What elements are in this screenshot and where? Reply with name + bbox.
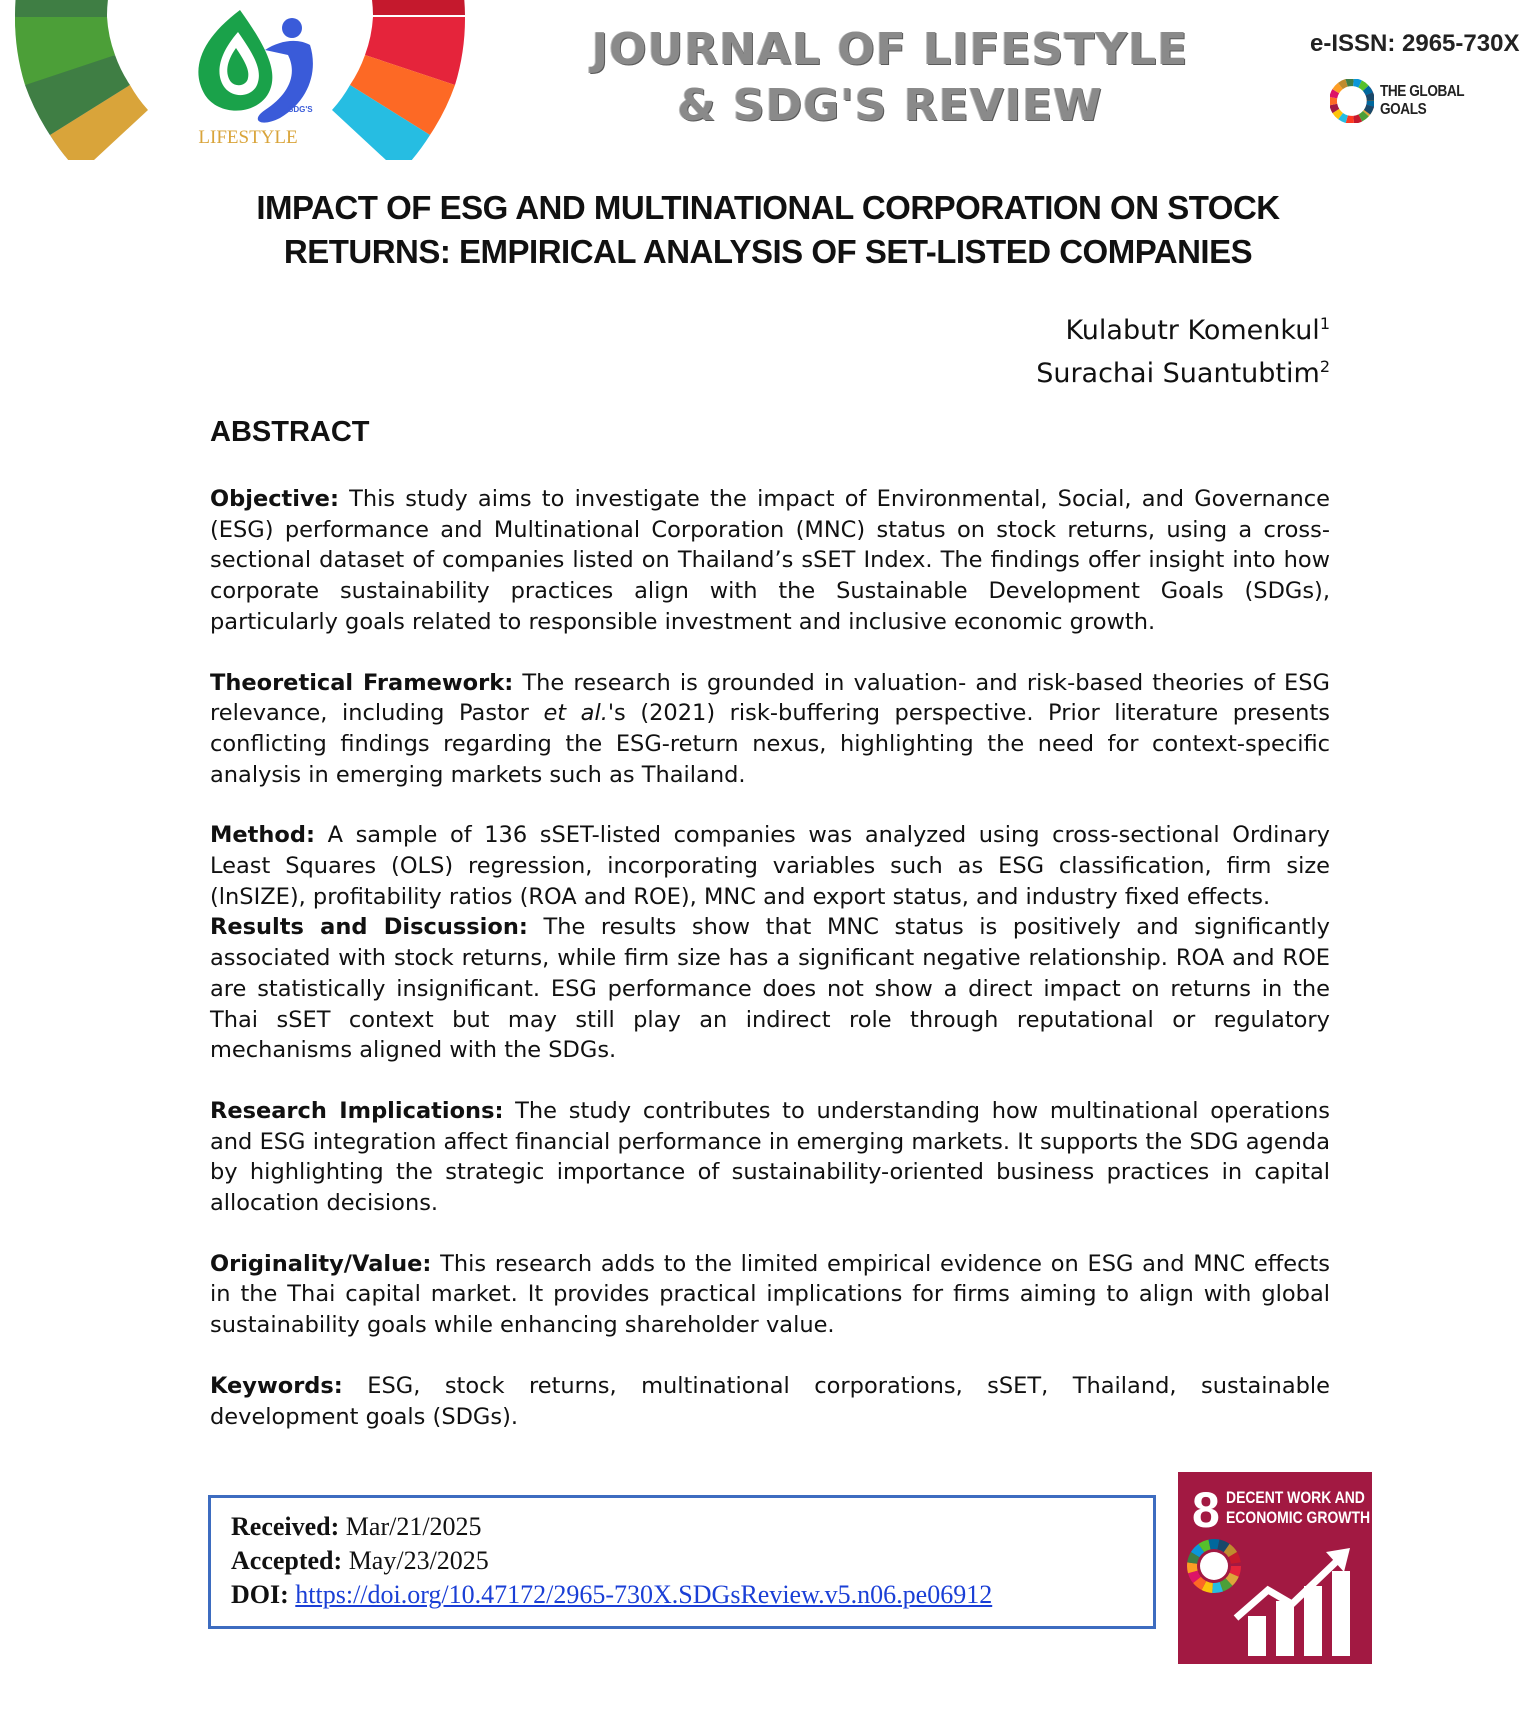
journal-title-line2: & SDG'S REVIEW bbox=[677, 80, 1103, 131]
author: Surachai Suantubtim$^2$ bbox=[1036, 357, 1330, 389]
journal-title bbox=[490, 22, 1290, 134]
author: Kulabutr Komenkul$^1$ bbox=[1065, 314, 1330, 346]
author-list bbox=[1036, 306, 1330, 392]
global-goals-badge bbox=[1330, 78, 1536, 124]
issn: e-ISSN: 2965-730X bbox=[1310, 30, 1520, 57]
abstract-keywords: Keywords: ESG, stock returns, multinational corporations, sSET, Thailand, sustainable development goals (SDGs). bbox=[210, 1372, 1330, 1430]
growth-chart-icon bbox=[1228, 1546, 1358, 1658]
abstract-method: Method: A sample of 136 sSET-listed companies was analyzed using cross-sectional Ordinary Least Squares (OLS) regression, incorporating variables such as ESG classification, firm size (lnSIZE), profitability ratios (ROA and ROE), MNC and export status, and industry fixed effects. bbox=[210, 822, 1330, 910]
paper-title-line1: IMPACT OF ESG AND MULTINATIONAL CORPORATION ON STOCK bbox=[256, 189, 1280, 226]
global-goals-label: THE GLOBAL GOALS bbox=[1379, 83, 1464, 118]
paper-title bbox=[200, 186, 1336, 274]
sdg8-tile bbox=[1178, 1472, 1372, 1664]
publication-info-box bbox=[208, 1495, 1156, 1629]
logo-text-small: SDG'S bbox=[288, 105, 313, 114]
sdg-number: 8 bbox=[1192, 1482, 1220, 1538]
doi-link[interactable]: https://doi.org/10.47172/2965-730X.SDGsReview.v5.n06.pe06912 bbox=[295, 1580, 993, 1609]
accepted-date: Accepted: May/23/2025 bbox=[231, 1546, 489, 1575]
affiliation-mark: 2 bbox=[1319, 357, 1330, 376]
journal-header bbox=[0, 0, 1536, 150]
sdg-label: DECENT WORK AND ECONOMIC GROWTH bbox=[1226, 1488, 1371, 1527]
abstract-originality: Originality/Value: This research adds to the limited empirical evidence on ESG and MNC effects in the Thai capital market. It provides practical implications for firms aiming to align with global sustainability goals while enhancing shareholder value. bbox=[210, 1250, 1330, 1339]
journal-title-line1: JOURNAL OF LIFESTYLE bbox=[591, 24, 1189, 75]
abstract-objective: Objective: This study aims to investigate the impact of Environmental, Social, and Governance (ESG) performance and Multinational Corporation (MNC) status on stock returns, using a cross-sectional dataset of companies listed on Thailand’s sSET Index. The findings offer insight into how corporate sustainability practices align with the Sustainable Development Goals (SDGs), particularly goals related to responsible investment and inclusive economic growth. bbox=[210, 486, 1330, 635]
paper-title-line2: RETURNS: EMPIRICAL ANALYSIS OF SET-LISTED COMPANIES bbox=[283, 233, 1253, 270]
abstract-body bbox=[210, 484, 1330, 1462]
abstract-framework: Theoretical Framework: The research is grounded in valuation- and risk-based theories of ESG relevance, including Pastor et al.'s (2021) risk-buffering perspective. Prior literature presents conflicting findings regarding the ESG-return nexus, highlighting the need for context-specific analysis in emerging markets such as Thailand. bbox=[210, 669, 1330, 788]
journal-logo bbox=[170, 0, 340, 150]
abstract-heading: ABSTRACT bbox=[210, 416, 370, 448]
received-date: Received: Mar/21/2025 bbox=[231, 1512, 482, 1541]
abstract-implications: Research Implications: The study contributes to understanding how multinational operations and ESG integration affect financial performance in emerging markets. It supports the SDG agenda by highlighting the strategic importance of sustainability-oriented business practices in capital allocation decisions. bbox=[210, 1097, 1330, 1217]
doi: DOI: https://doi.org/10.47172/2965-730X.SDGsReview.v5.n06.pe06912 bbox=[231, 1580, 993, 1609]
abstract-results: Results and Discussion: The results show that MNC status is positively and significantly associated with stock returns, while firm size has a significant negative relationship. ROA and ROE are statistically insignificant. ESG performance does not show a direct impact on returns in the Thai sSET context but may still play an indirect role through reputational or regulatory mechanisms aligned with the SDGs. bbox=[210, 914, 1330, 1064]
affiliation-mark: 1 bbox=[1319, 314, 1330, 333]
logo-text: LIFESTYLE bbox=[198, 127, 298, 148]
global-goals-wheel-icon bbox=[1330, 79, 1374, 123]
